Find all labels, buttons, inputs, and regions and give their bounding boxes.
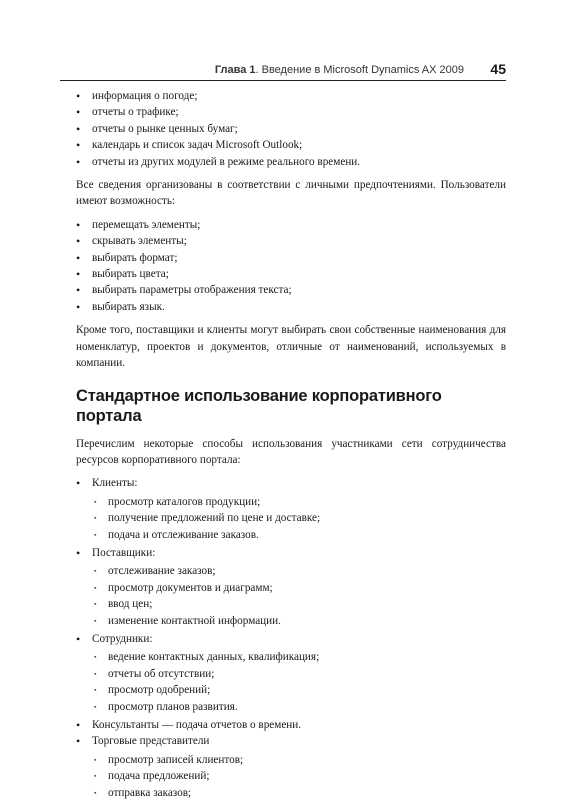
list-item: • выбирать параметры отображения текста; bbox=[76, 282, 506, 298]
chapter-title: . Введение в Microsoft Dynamics AX 2009 bbox=[255, 64, 464, 76]
list-item: • перемещать элементы; bbox=[76, 217, 506, 233]
sub-list-item: ▪ отправка заказов; bbox=[92, 785, 506, 801]
sub-list-item: ▪ ведение контактных данных, квалификация; bbox=[92, 649, 506, 665]
page-body bbox=[76, 88, 506, 803]
list-item: • выбирать формат; bbox=[76, 250, 506, 266]
group-label: Торговые представители bbox=[92, 735, 210, 748]
sub-list-item: ▪ отчеты об отсутствии; bbox=[92, 666, 506, 682]
sub-list bbox=[92, 494, 506, 543]
group-label: Сотрудники: bbox=[92, 632, 153, 645]
sub-list-item: ▪ просмотр каталогов продукции; bbox=[92, 494, 506, 510]
list-item: • скрывать элементы; bbox=[76, 233, 506, 249]
page-header bbox=[60, 62, 506, 81]
list-item: • информация о погоде; bbox=[76, 88, 506, 104]
list-item: • отчеты о трафике; bbox=[76, 104, 506, 120]
sub-list-item: ▪ просмотр документов и диаграмм; bbox=[92, 580, 506, 596]
paragraph-preferences: Все сведения организованы в соответствии с личными предпочтениями. Пользователи имеют возможность: bbox=[76, 179, 506, 208]
page-number: 45 bbox=[490, 61, 506, 77]
sub-list bbox=[92, 752, 506, 801]
portal-usage-list bbox=[76, 475, 506, 801]
sub-list bbox=[92, 649, 506, 715]
group-label: Консультанты — подача отчетов о времени. bbox=[92, 719, 302, 731]
list-item: • отчеты из других модулей в режиме реального времени. bbox=[76, 154, 506, 170]
sub-list-item: ▪ отслеживание заказов; bbox=[92, 563, 506, 579]
list-item: • календарь и список задач Microsoft Outlook; bbox=[76, 137, 506, 153]
paragraph-intro: Перечислим некоторые способы использования участниками сети сотрудничества ресурсов корпоративного портала: bbox=[76, 437, 506, 466]
sub-list-item: ▪ ввод цен; bbox=[92, 596, 506, 612]
section-heading: Стандартное использование корпоративного портала bbox=[76, 386, 442, 425]
running-title bbox=[215, 64, 464, 76]
list-item: • выбирать цвета; bbox=[76, 266, 506, 282]
sub-list-item: ▪ получение предложений по цене и доставке; bbox=[92, 510, 506, 526]
list-item-employees bbox=[76, 631, 506, 715]
capabilities-list bbox=[76, 217, 506, 315]
list-item-clients bbox=[76, 475, 506, 543]
list-item-consultants bbox=[76, 717, 506, 733]
list-item-sales-reps bbox=[76, 733, 506, 801]
sub-list bbox=[92, 563, 506, 629]
sub-list-item: ▪ изменение контактной информации. bbox=[92, 613, 506, 629]
sub-list-item: ▪ просмотр записей клиентов; bbox=[92, 752, 506, 768]
sub-list-item: ▪ просмотр планов развития. bbox=[92, 699, 506, 715]
sub-list-item: ▪ подача предложений; bbox=[92, 768, 506, 784]
list-item-suppliers bbox=[76, 545, 506, 629]
sub-list-item: ▪ просмотр одобрений; bbox=[92, 682, 506, 698]
group-label: Клиенты: bbox=[92, 477, 138, 490]
paragraph-naming: Кроме того, поставщики и клиенты могут выбирать свои собственные наименования для номенклатур, проектов и документов, отличные от наименований, используемых в компании. bbox=[76, 324, 506, 370]
list-item: • выбирать язык. bbox=[76, 299, 506, 315]
sub-list-item: ▪ подача и отслеживание заказов. bbox=[92, 527, 506, 543]
group-label: Поставщики: bbox=[92, 546, 156, 559]
list-item: • отчеты о рынке ценных бумаг; bbox=[76, 121, 506, 137]
chapter-label: Глава 1 bbox=[214, 64, 256, 76]
feature-list bbox=[76, 88, 506, 170]
